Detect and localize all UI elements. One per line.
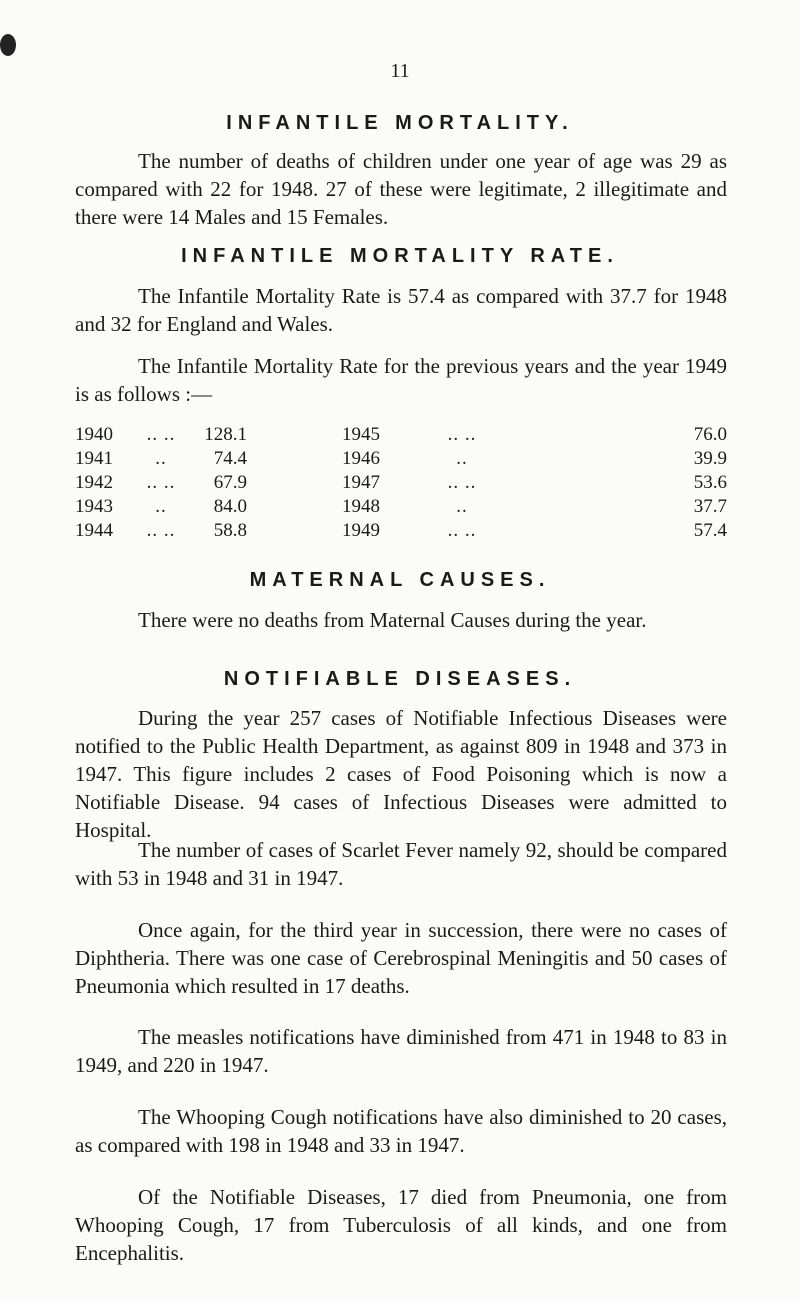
rate-cell: 37.7: [693, 496, 727, 517]
rate-cell: 57.4: [693, 520, 727, 541]
rate-cell: 84.0: [213, 496, 247, 517]
year-cell: 1940: [75, 424, 113, 445]
paragraph-measles: The measles notifications have diminished from 471 in 1948 to 83 in 1949, and 220 in 1947.: [75, 1025, 727, 1077]
rate-cell: 58.8: [213, 520, 247, 541]
leader-dots: .. ..: [146, 472, 176, 493]
table-row: [75, 447, 727, 471]
leader-dots: .. ..: [146, 520, 176, 541]
table-row: [75, 471, 727, 495]
rate-cell: 128.1: [204, 424, 247, 445]
table-row: [75, 423, 727, 447]
leader-dots: ..: [155, 448, 167, 469]
leader-dots: .. ..: [447, 424, 477, 445]
paragraph-diphtheria: Once again, for the third year in succession, there were no cases of Diphtheria. There was one case of Cerebrospinal Meningitis and 50 cases of Pneumonia which resulted in 17 deaths.: [75, 918, 727, 998]
table-row: [75, 495, 727, 519]
heading-notifiable-diseases: NOTIFIABLE DISEASES.: [223, 668, 577, 690]
year-cell: 1943: [75, 496, 113, 517]
year-cell: 1947: [342, 472, 380, 493]
leader-dots: .. ..: [146, 424, 176, 445]
rate-cell: 67.9: [213, 472, 247, 493]
page-number: 11: [390, 60, 410, 82]
rate-cell: 39.9: [693, 448, 727, 469]
year-cell: 1949: [342, 520, 380, 541]
leader-dots: .. ..: [447, 472, 477, 493]
rate-cell: 53.6: [693, 472, 727, 493]
paragraph-infantile-mortality: The number of deaths of children under one year of age was 29 as compared with 22 for 1948. 27 of these were legitimate, 2 illegitimate and there were 14 Males and 15 Females.: [75, 149, 727, 229]
mortality-rates-table: [75, 423, 727, 543]
leader-dots: ..: [155, 496, 167, 517]
leader-dots: ..: [456, 496, 468, 517]
year-cell: 1948: [342, 496, 380, 517]
year-cell: 1946: [342, 448, 380, 469]
paragraph-notifiable-summary: During the year 257 cases of Notifiable Infectious Diseases were notified to the Public Health Department, as against 809 in 1948 and 373 in 1947. This figure includes 2 cases of Food Poisoning which is now a Notifiable Disease. 94 cases of Infectious Diseases were admitted to Hospital.: [75, 706, 727, 842]
heading-infantile-mortality-rate: INFANTILE MORTALITY RATE.: [181, 245, 619, 267]
paragraph-mortality-rate-comparison: The Infantile Mortality Rate is 57.4 as compared with 37.7 for 1948 and 32 for England and Wales.: [75, 284, 727, 336]
rate-cell: 74.4: [213, 448, 247, 469]
leader-dots: ..: [456, 448, 468, 469]
year-cell: 1944: [75, 520, 113, 541]
year-cell: 1941: [75, 448, 113, 469]
paragraph-maternal-causes: There were no deaths from Maternal Causes during the year.: [138, 608, 647, 632]
year-cell: 1942: [75, 472, 113, 493]
rate-cell: 76.0: [693, 424, 727, 445]
paragraph-mortality-rate-intro: The Infantile Mortality Rate for the previous years and the year 1949 is as follows :—: [75, 354, 727, 406]
paragraph-deaths-summary: Of the Notifiable Diseases, 17 died from Pneumonia, one from Whooping Cough, 17 from Tuberculosis of all kinds, and one from Encephalitis.: [75, 1185, 727, 1265]
heading-maternal-causes: MATERNAL CAUSES.: [249, 569, 551, 591]
paragraph-scarlet-fever: The number of cases of Scarlet Fever namely 92, should be compared with 53 in 1948 and 31 in 1947.: [75, 838, 727, 890]
year-cell: 1945: [342, 424, 380, 445]
binding-hole-mark: [0, 34, 16, 56]
leader-dots: .. ..: [447, 520, 477, 541]
table-row: [75, 519, 727, 543]
paragraph-whooping-cough: The Whooping Cough notifications have also diminished to 20 cases, as compared with 198 in 1948 and 33 in 1947.: [75, 1105, 727, 1157]
heading-infantile-mortality: INFANTILE MORTALITY.: [226, 112, 574, 134]
